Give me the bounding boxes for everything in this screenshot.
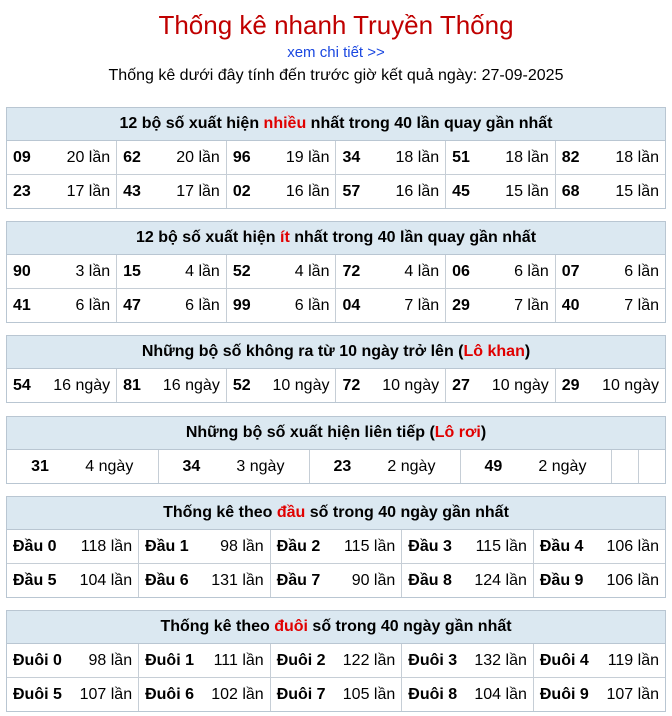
stat-value: 17 lần — [176, 182, 220, 200]
stat-value: 2 ngày — [538, 457, 587, 475]
stat-cell — [446, 289, 556, 323]
stat-value: 4 lần — [185, 262, 220, 280]
stat-key: 34 — [182, 457, 201, 475]
stat-value: 111 lần — [213, 651, 264, 669]
stat-cell — [7, 530, 139, 564]
title-highlight: Lô rơi — [434, 424, 481, 441]
title-highlight: đầu — [276, 504, 306, 521]
stat-cell — [446, 255, 556, 289]
stat-value: 124 lần — [474, 571, 527, 589]
stat-value: 6 lần — [75, 296, 111, 314]
stat-cell — [402, 644, 534, 678]
title-text: ) — [524, 343, 531, 360]
stat-cell — [117, 289, 227, 323]
stat-key: Đầu 8 — [408, 571, 452, 589]
stat-value: 104 lần — [474, 685, 527, 703]
stat-value: 102 lần — [211, 685, 264, 703]
stat-value: 4 ngày — [85, 457, 134, 475]
stat-cell — [226, 289, 336, 323]
stat-key: 41 — [13, 296, 31, 314]
stat-cell — [555, 175, 665, 209]
stat-key: 54 — [13, 376, 31, 394]
stat-value: 20 lần — [176, 148, 220, 166]
stat-key: 49 — [484, 457, 503, 475]
stat-key: Đuôi 1 — [145, 651, 194, 669]
stat-cell — [7, 369, 117, 402]
stat-value: 16 lần — [395, 182, 440, 200]
stat-key: 43 — [123, 182, 141, 200]
stat-key: Đuôi 6 — [145, 685, 194, 703]
page-subtitle: Thống kê dưới đây tính đến trước giờ kết quả ngày: 27-09-2025 — [108, 67, 564, 84]
most-frequent-panel — [6, 107, 666, 209]
most-frequent-table — [7, 141, 665, 208]
stat-value: 131 lần — [211, 571, 264, 589]
stat-key: Đầu 6 — [145, 571, 189, 589]
panel-title — [7, 497, 665, 530]
stat-cell — [533, 678, 665, 712]
stat-cell — [402, 678, 534, 712]
stat-key: 45 — [452, 182, 470, 200]
stat-key: Đuôi 0 — [13, 651, 62, 669]
stat-cell — [402, 530, 534, 564]
stat-cell — [139, 644, 271, 678]
stat-value: 106 lần — [606, 537, 659, 555]
stat-value: 6 lần — [624, 262, 659, 280]
stat-cell — [533, 530, 665, 564]
stat-value: 20 lần — [66, 148, 111, 166]
stat-key: 04 — [342, 296, 361, 314]
lo-roi-table — [7, 450, 665, 483]
stat-value: 16 lần — [285, 182, 330, 200]
title-highlight: nhiều — [263, 115, 307, 132]
stat-cell — [533, 564, 665, 598]
stat-value: 10 ngày — [491, 376, 549, 394]
stat-cell — [309, 450, 460, 483]
stat-cell — [336, 141, 446, 175]
stat-cell — [7, 289, 117, 323]
title-highlight: đuôi — [274, 618, 308, 635]
stat-value: 115 lần — [475, 537, 527, 555]
stat-cell — [7, 255, 117, 289]
stat-key: 68 — [561, 182, 580, 200]
stat-value: 16 ngày — [53, 376, 111, 394]
stat-key: Đầu 1 — [145, 537, 189, 555]
stat-key: 34 — [342, 148, 361, 166]
table-row — [7, 678, 665, 712]
stat-cell — [158, 450, 309, 483]
stat-cell — [7, 175, 117, 209]
title-text: số trong 40 ngày gần nhất — [305, 504, 509, 521]
stat-value: 18 lần — [395, 148, 440, 166]
stat-cell — [270, 530, 402, 564]
stat-value: 4 lần — [404, 262, 440, 280]
stat-value: 10 ngày — [602, 376, 659, 394]
table-row — [7, 255, 665, 289]
stat-cell — [139, 678, 271, 712]
stat-cell — [7, 450, 158, 483]
stat-value: 7 lần — [624, 296, 659, 314]
stat-value: 122 lần — [342, 651, 396, 669]
table-row — [7, 530, 665, 564]
title-text: 12 bộ số xuất hiện — [135, 229, 280, 246]
stat-value: 6 lần — [294, 296, 330, 314]
stat-cell — [7, 141, 117, 175]
stat-key: 82 — [561, 148, 580, 166]
title-text: nhất trong 40 lần quay gần nhất — [289, 229, 537, 246]
title-text: nhất trong 40 lần quay gần nhất — [306, 115, 553, 132]
title-highlight: Lô khan — [463, 343, 525, 360]
title-text: Những bộ số không ra từ 10 ngày trở lên ( — [141, 343, 464, 360]
stat-key: Đuôi 7 — [276, 685, 326, 703]
stat-value: 2 ngày — [387, 457, 436, 475]
stat-key: 57 — [342, 182, 361, 200]
stat-cell — [336, 289, 446, 323]
stat-key: 99 — [232, 296, 251, 314]
stat-cell — [555, 141, 665, 175]
stat-value: 15 lần — [505, 182, 549, 200]
panel-title — [7, 417, 665, 450]
stat-cell — [446, 175, 556, 209]
stat-key: 51 — [452, 148, 470, 166]
stat-key: 07 — [561, 262, 580, 280]
title-text: Những bộ số xuất hiện liên tiếp ( — [185, 424, 435, 441]
least-frequent-table — [7, 255, 665, 322]
lo-khan-table — [7, 369, 665, 402]
stat-key: 72 — [342, 262, 361, 280]
stat-key: 23 — [13, 182, 31, 200]
stat-cell — [555, 369, 665, 402]
stat-value: 90 lần — [351, 571, 396, 589]
stat-value: 98 lần — [88, 651, 133, 669]
stat-value: 16 ngày — [162, 376, 220, 394]
stat-value: 107 lần — [79, 685, 133, 703]
stat-cell — [270, 644, 402, 678]
stat-cell — [336, 369, 446, 402]
stat-key: Đầu 0 — [13, 537, 57, 555]
stat-key: Đuôi 4 — [539, 651, 589, 669]
tail-digit-panel — [6, 610, 666, 712]
stat-cell — [117, 369, 227, 402]
title-text: Thống kê theo — [160, 618, 275, 635]
title-highlight: ít — [280, 229, 290, 246]
head-digit-panel — [6, 496, 666, 598]
stat-key: 52 — [232, 262, 251, 280]
stat-value: 98 lần — [220, 537, 264, 555]
stat-value: 10 ngày — [272, 376, 330, 394]
stat-value: 132 lần — [474, 651, 527, 669]
stat-key: Đuôi 5 — [13, 685, 62, 703]
stat-cell — [117, 175, 227, 209]
page-title: Thống kê nhanh Truyền Thống — [158, 10, 514, 40]
stat-key: Đầu 3 — [408, 537, 452, 555]
stat-cell — [555, 289, 665, 323]
panel-title — [7, 222, 665, 255]
table-row — [7, 369, 665, 402]
stat-key: 90 — [13, 262, 31, 280]
lo-roi-panel — [6, 416, 666, 484]
stat-cell — [270, 678, 402, 712]
table-row — [7, 141, 665, 175]
stat-value: 107 lần — [606, 685, 659, 703]
stat-key: 31 — [31, 457, 49, 475]
empty-cell — [638, 450, 665, 483]
stat-key: Đầu 7 — [276, 571, 321, 589]
stat-key: Đầu 9 — [539, 571, 584, 589]
stat-key: Đầu 2 — [276, 537, 321, 555]
stat-value: 105 lần — [342, 685, 396, 703]
stat-value: 106 lần — [606, 571, 659, 589]
stat-cell — [460, 450, 611, 483]
stat-value: 17 lần — [66, 182, 111, 200]
stat-key: 47 — [123, 296, 141, 314]
stat-key: Đầu 4 — [539, 537, 584, 555]
stat-key: Đuôi 8 — [408, 685, 458, 703]
stat-key: 23 — [333, 457, 352, 475]
panel-title — [7, 336, 665, 369]
stat-key: 72 — [342, 376, 361, 394]
stat-cell — [226, 369, 336, 402]
stat-cell — [270, 564, 402, 598]
stat-value: 7 lần — [404, 296, 440, 314]
stat-cell — [446, 369, 556, 402]
stat-key: 27 — [452, 376, 470, 394]
stat-value: 3 ngày — [236, 457, 285, 475]
stat-key: Đuôi 9 — [539, 685, 589, 703]
stat-cell — [533, 644, 665, 678]
tail-digit-table — [7, 644, 665, 711]
stat-key: 52 — [232, 376, 251, 394]
table-row — [7, 564, 665, 598]
stat-cell — [117, 141, 227, 175]
stat-key: Đuôi 2 — [276, 651, 326, 669]
stat-cell — [555, 255, 665, 289]
table-row — [7, 644, 665, 678]
stat-value: 115 lần — [343, 537, 396, 555]
stat-key: 29 — [561, 376, 580, 394]
stat-key: 15 — [123, 262, 141, 280]
stat-key: Đầu 5 — [13, 571, 57, 589]
panel-title — [7, 611, 665, 644]
stat-key: 62 — [123, 148, 141, 166]
stat-value: 6 lần — [185, 296, 220, 314]
page-header — [0, 0, 672, 88]
stat-cell — [139, 564, 271, 598]
table-row — [7, 450, 665, 483]
stat-cell — [226, 175, 336, 209]
view-details-link[interactable]: xem chi tiết >> — [287, 44, 385, 61]
table-row — [7, 289, 665, 323]
stat-value: 4 lần — [294, 262, 330, 280]
stat-value: 15 lần — [615, 182, 659, 200]
panel-title — [7, 108, 665, 141]
stat-cell — [7, 678, 139, 712]
stat-key: Đuôi 3 — [408, 651, 458, 669]
stat-value: 104 lần — [79, 571, 133, 589]
stat-cell — [7, 564, 139, 598]
stat-value: 18 lần — [615, 148, 659, 166]
lo-khan-panel — [6, 335, 666, 403]
stat-key: 02 — [232, 182, 251, 200]
title-text: số trong 40 ngày gần nhất — [307, 618, 512, 635]
stat-key: 40 — [561, 296, 580, 314]
stat-cell — [336, 255, 446, 289]
stat-value: 119 lần — [607, 651, 659, 669]
stat-value: 18 lần — [505, 148, 549, 166]
stat-key: 06 — [452, 262, 470, 280]
stat-key: 81 — [123, 376, 141, 394]
stat-value: 3 lần — [75, 262, 111, 280]
empty-cell — [611, 450, 638, 483]
stat-key: 29 — [452, 296, 470, 314]
stat-cell — [7, 644, 139, 678]
stat-cell — [139, 530, 271, 564]
stat-key: 96 — [232, 148, 251, 166]
stat-cell — [117, 255, 227, 289]
stat-value: 10 ngày — [382, 376, 440, 394]
stat-cell — [402, 564, 534, 598]
stat-value: 6 lần — [514, 262, 549, 280]
stat-value: 19 lần — [285, 148, 330, 166]
head-digit-table — [7, 530, 665, 597]
least-frequent-panel — [6, 221, 666, 323]
stat-cell — [226, 255, 336, 289]
title-text: ) — [480, 424, 487, 441]
stat-value: 118 lần — [80, 537, 133, 555]
title-text: 12 bộ số xuất hiện — [119, 115, 264, 132]
table-row — [7, 175, 665, 209]
stat-cell — [336, 175, 446, 209]
title-text: Thống kê theo — [163, 504, 277, 521]
stat-cell — [446, 141, 556, 175]
stat-key: 09 — [13, 148, 31, 166]
stat-cell — [226, 141, 336, 175]
stat-value: 7 lần — [514, 296, 549, 314]
